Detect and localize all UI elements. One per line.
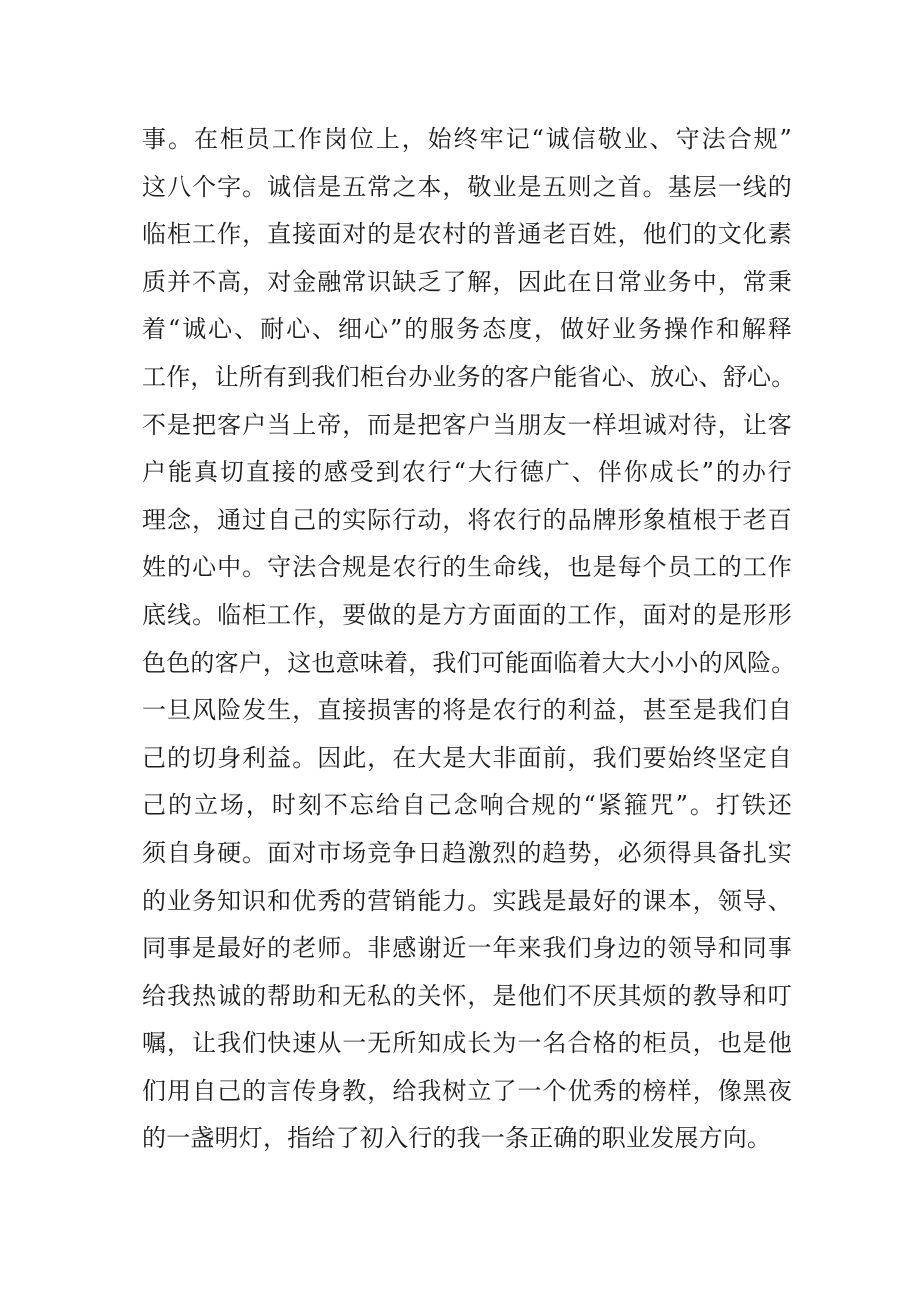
text-line: 嘱，让我们快速从一无所知成长为一名合格的柜员，也是他	[142, 1029, 792, 1058]
text-line: 这八个字。诚信是五常之本，敬业是五则之首。基层一线的	[142, 172, 792, 201]
text-line: 己的切身利益。因此，在大是大非面前，我们要始终坚定自	[142, 743, 792, 772]
text-line: 工作，让所有到我们柜台办业务的客户能省心、放心、舒心。	[142, 362, 796, 391]
text-line: 临柜工作，直接面对的是农村的普通老百姓，他们的文化素	[142, 220, 792, 249]
text-line: 的业务知识和优秀的营销能力。实践是最好的课本，领导、	[142, 886, 792, 915]
text-line: 事。在柜员工作岗位上，始终牢记“诚信敬业、守法合规”	[142, 125, 792, 153]
text-line: 们用自己的言传身教，给我树立了一个优秀的榜样，像黑夜	[142, 1076, 792, 1105]
text-line: 姓的心中。守法合规是农行的生命线，也是每个员工的工作	[142, 553, 792, 582]
text-line: 同事是最好的老师。非感谢近一年来我们身边的领导和同事	[142, 934, 792, 963]
text-line: 户能真切直接的感受到农行“大行德广、伴你成长”的办行	[142, 458, 792, 487]
text-line: 不是把客户当上帝，而是把客户当朋友一样坦诚对待，让客	[142, 410, 792, 439]
text-line: 底线。临柜工作，要做的是方方面面的工作，面对的是形形	[142, 600, 792, 629]
text-line: 理念，通过自己的实际行动，将农行的品牌形象植根于老百	[142, 505, 792, 534]
text-line: 一旦风险发生，直接损害的将是农行的利益，甚至是我们自	[142, 696, 792, 725]
text-line: 色色的客户，这也意味着，我们可能面临着大大小小的风险。	[142, 648, 796, 677]
text-line: 己的立场，时刻不忘给自己念响合规的“紧箍咒”。打铁还	[142, 791, 792, 820]
text-line: 质并不高，对金融常识缺乏了解，因此在日常业务中，常秉	[142, 267, 792, 296]
text-line: 着“诚心、耐心、细心”的服务态度，做好业务操作和解释	[142, 315, 792, 344]
text-line: 须自身硬。面对市场竞争日趋激烈的趋势，必须得具备扎实	[142, 838, 792, 867]
text-line: 给我热诚的帮助和无私的关怀，是他们不厌其烦的教导和叮	[142, 981, 792, 1010]
body-paragraph	[142, 116, 796, 1163]
text-line: 的一盏明灯，指给了初入行的我一条正确的职业发展方向。	[142, 1124, 772, 1153]
